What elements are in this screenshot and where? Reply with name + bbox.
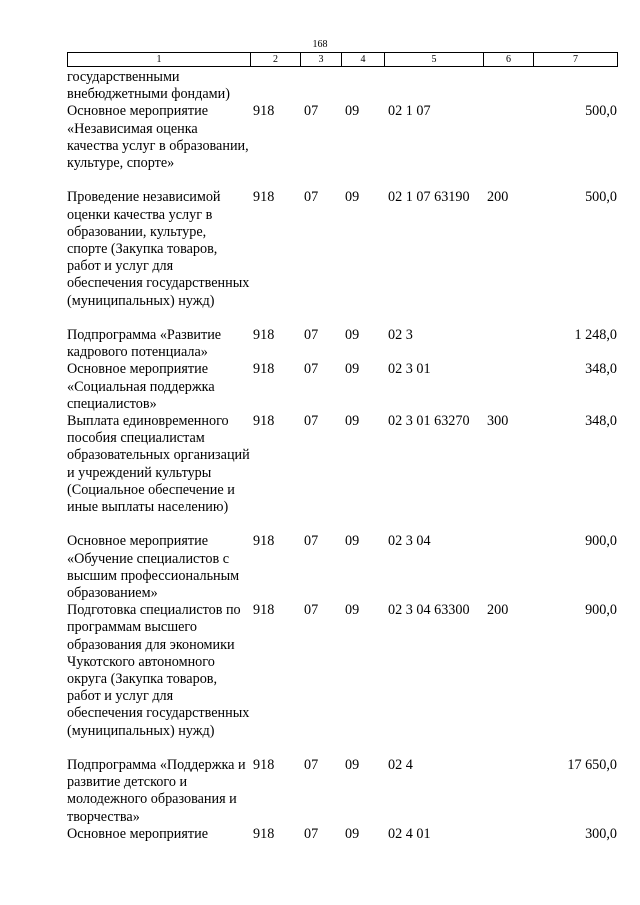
row-name: Основное мероприятие «Обучение специалистов с высшим профессиональным образованием» xyxy=(67,533,240,601)
table-row xyxy=(67,189,617,327)
table-row xyxy=(67,327,617,361)
row-ministry-code: 918 xyxy=(253,103,275,120)
row-ministry-code: 918 xyxy=(253,602,275,619)
row-name: Проведение независимой оценки качества услуг в образовании, культуре, спорте (Закупка товаров, работ и услуг для обеспечения государственных (муниципальных) нужд) xyxy=(67,189,250,309)
row-name: Основное мероприятие xyxy=(67,825,208,842)
row-ministry-code: 918 xyxy=(253,756,275,773)
table-row xyxy=(67,413,617,533)
row-section: 07 xyxy=(304,189,319,206)
row-ministry-code: 918 xyxy=(253,533,275,550)
table-row xyxy=(67,103,617,189)
row-subsection: 09 xyxy=(345,189,360,206)
row-name: Подпрограмма «Развитие кадрового потенциала» xyxy=(67,326,222,361)
row-section: 07 xyxy=(304,326,319,343)
row-subsection: 09 xyxy=(345,361,360,378)
row-target-article: 02 3 01 xyxy=(388,361,431,378)
table-row xyxy=(67,69,617,103)
row-subsection: 09 xyxy=(345,412,360,429)
header-col-3: 3 xyxy=(301,53,342,67)
row-expense-type: 200 xyxy=(487,189,509,206)
row-target-article: 02 4 xyxy=(388,756,413,773)
row-ministry-code: 918 xyxy=(253,825,275,842)
row-amount: 900,0 xyxy=(585,533,617,550)
row-section: 07 xyxy=(304,103,319,120)
row-section: 07 xyxy=(304,825,319,842)
header-col-2: 2 xyxy=(251,53,301,67)
row-subsection: 09 xyxy=(345,825,360,842)
row-target-article: 02 1 07 xyxy=(388,103,431,120)
row-expense-type: 200 xyxy=(487,602,509,619)
row-target-article: 02 3 04 63300 xyxy=(388,602,470,619)
row-amount: 17 650,0 xyxy=(567,756,617,773)
row-name: Основное мероприятие «Социальная поддержка специалистов» xyxy=(67,361,215,412)
header-col-4: 4 xyxy=(342,53,385,67)
row-target-article: 02 4 01 xyxy=(388,825,431,842)
row-name: Выплата единовременного пособия специалистам образовательных организаций и учреждений культуры (Социальное обеспечение и иные выплаты населению) xyxy=(67,412,250,515)
budget-table-body xyxy=(67,69,617,843)
header-col-5: 5 xyxy=(385,53,484,67)
row-amount: 300,0 xyxy=(585,825,617,842)
table-row xyxy=(67,757,617,826)
row-target-article: 02 1 07 63190 xyxy=(388,189,470,206)
row-ministry-code: 918 xyxy=(253,326,275,343)
row-name: Подпрограмма «Поддержка и развитие детского и молодежного образования и творчества» xyxy=(67,756,246,825)
row-ministry-code: 918 xyxy=(253,412,275,429)
table-row xyxy=(67,602,617,757)
row-ministry-code: 918 xyxy=(253,189,275,206)
row-section: 07 xyxy=(304,361,319,378)
row-name: Подготовка специалистов по программам высшего образования для экономики Чукотского автономного округа (Закупка товаров, работ и услуг для обеспечения государственных (муниципальных) нужд) xyxy=(67,602,250,739)
row-section: 07 xyxy=(304,533,319,550)
row-name: государственными внебюджетными фондами) xyxy=(67,69,230,103)
row-subsection: 09 xyxy=(345,326,360,343)
row-section: 07 xyxy=(304,412,319,429)
row-name: Основное мероприятие «Независимая оценка качества услуг в образовании, культуре, спорте» xyxy=(67,103,249,171)
header-col-6: 6 xyxy=(484,53,534,67)
row-amount: 900,0 xyxy=(585,602,617,619)
row-subsection: 09 xyxy=(345,756,360,773)
row-amount: 348,0 xyxy=(585,361,617,378)
table-row xyxy=(67,361,617,413)
row-amount: 500,0 xyxy=(585,103,617,120)
page-number: 168 xyxy=(312,39,328,50)
row-amount: 348,0 xyxy=(585,412,617,429)
row-ministry-code: 918 xyxy=(253,361,275,378)
row-amount: 1 248,0 xyxy=(574,326,617,343)
row-expense-type: 300 xyxy=(487,412,509,429)
row-section: 07 xyxy=(304,756,319,773)
row-subsection: 09 xyxy=(345,533,360,550)
row-subsection: 09 xyxy=(345,602,360,619)
table-header xyxy=(67,52,618,67)
table-row xyxy=(67,826,617,843)
row-target-article: 02 3 xyxy=(388,326,413,343)
header-col-7: 7 xyxy=(534,53,618,67)
header-col-1: 1 xyxy=(68,53,251,67)
row-target-article: 02 3 01 63270 xyxy=(388,412,470,429)
row-amount: 500,0 xyxy=(585,189,617,206)
row-section: 07 xyxy=(304,602,319,619)
table-row xyxy=(67,533,617,602)
row-target-article: 02 3 04 xyxy=(388,533,431,550)
row-subsection: 09 xyxy=(345,103,360,120)
